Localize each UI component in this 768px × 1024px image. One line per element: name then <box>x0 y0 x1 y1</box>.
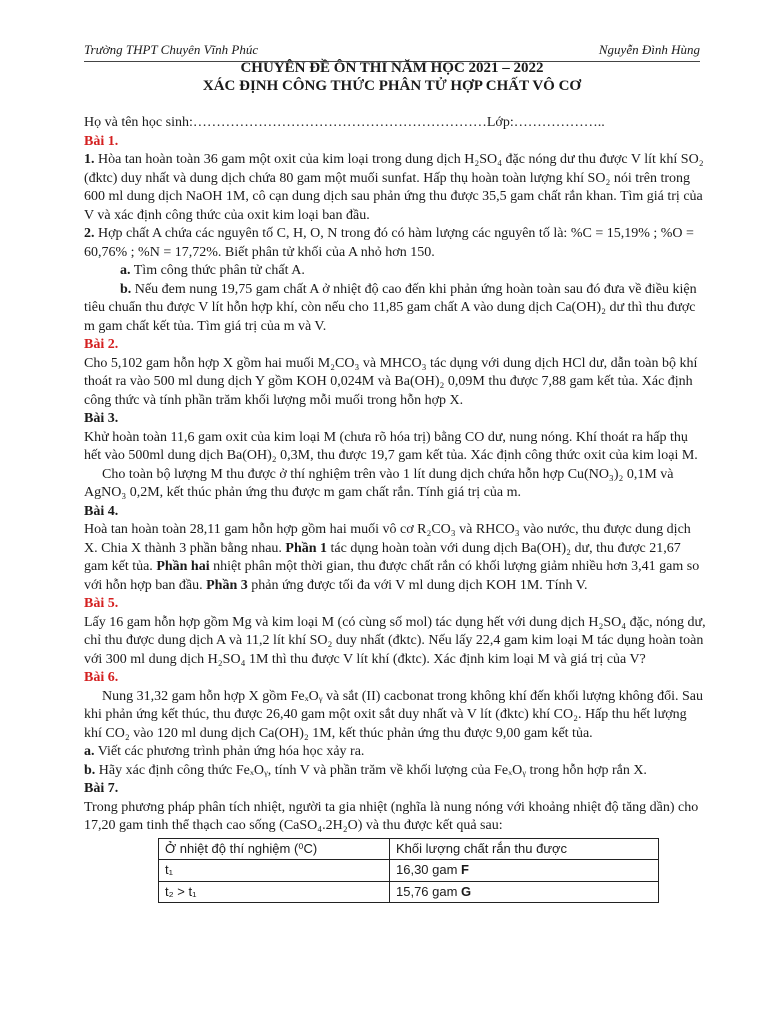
bai1-question-b <box>84 281 706 337</box>
table-header-row <box>159 838 659 860</box>
page-header <box>84 42 700 60</box>
bai1-part1 <box>84 151 706 225</box>
student-info-line: Họ và tên học sinh:………………………………………………………Lớp:……………….. <box>84 115 605 130</box>
results-table <box>158 838 659 904</box>
table-cell-temp: t₂ > t₁ <box>159 881 390 903</box>
bai1-part2-text: Hợp chất A chứa các nguyên tố C, H, O, N trong đó có hàm lượng các nguyên tố là: %C = 15,19% ; %O = 60,76% ; %N = 17,72%. Biết phân tử khối của A nhỏ hơn 150. <box>84 226 694 260</box>
table-header-mass: Khối lượng chất rắn thu được <box>390 838 659 860</box>
table-header-temp: Ở nhiệt độ thí nghiệm (⁰C) <box>159 838 390 860</box>
bai6-text: Nung 31,32 gam hỗn hợp X gồm FeₓOᵧ và sắt (II) cacbonat trong không khí đến khối lượng không đổi. Sau khi phản ứng kết thúc, thu được 26,40 gam một oxit sắt duy nhất và V lít (đktc) khí CO₂. Hấp thu hết lượng khí CO₂ vào 120 ml dung dịch Ca(OH)₂ 1M, kết thúc phản ứng thu được 9,00 gam kết tủa. <box>84 688 703 741</box>
bai6-b-label: b. <box>84 762 96 778</box>
table-row <box>159 881 659 903</box>
bai5-heading: Bài 5. <box>84 596 119 611</box>
bai6-a-text: Viết các phương trình phản ứng hóa học xảy ra. <box>94 744 365 759</box>
bai1-part2 <box>84 225 706 262</box>
bai1-heading: Bài 1. <box>84 133 119 149</box>
table-cell-mass <box>390 860 659 882</box>
bai6-a-label: a. <box>84 744 95 759</box>
bai4-heading: Bài 4. <box>84 503 119 519</box>
bai4-phan1: Phần 1 <box>285 540 328 556</box>
bai4-text-2: tác dụng hoàn toàn với dung dịch Ba(OH)₂ dư, thu được 21,67 gam kết tủa. <box>84 540 681 574</box>
table-row <box>159 860 659 882</box>
bai1-a-text: Tìm công thức phân tử chất A. <box>130 263 305 278</box>
document-body <box>84 114 706 903</box>
bai4-phan3: Phần 3 <box>206 577 248 593</box>
bai3-text-1: Khử hoàn toàn 11,6 gam oxit của kim loại M (chưa rõ hóa trị) bằng CO dư, nung nóng. Khí thoát ra hấp thụ hết vào 500ml dung dịch Ba(OH)₂ 0,3M, thu được 19,7 gam kết tủa. Xác định công thức oxit của kim loại M. <box>84 429 698 463</box>
bai1-b-label: b. <box>120 281 132 297</box>
bai1-part2-number: 2. <box>84 226 95 241</box>
bai6-question-b <box>84 762 706 781</box>
mass-value: 15,76 gam <box>396 883 462 899</box>
bai4-text-1: Hoà tan hoàn toàn 28,11 gam hỗn hợp gồm hai muối vô cơ R₂CO₃ và RHCO₃ vào nước, thu được dung dịch X. Chia X thành 3 phần bằng nhau. <box>84 522 691 556</box>
product-label: G <box>461 883 472 899</box>
bai6-question-a <box>84 743 706 762</box>
document-title: CHUYÊN ĐỀ ÔN THI NĂM HỌC 2021 – 2022 <box>240 60 544 76</box>
bai6-heading: Bài 6. <box>84 670 119 685</box>
bai1-question-a <box>84 262 706 281</box>
table-cell-temp: t₁ <box>159 860 390 882</box>
bai1-part1-text: Hòa tan hoàn toàn 36 gam một oxit của kim loại trong dung dịch H₂SO₄ đặc nóng dư thu được V lít khí SO₂ (đktc) duy nhất và dung dịch chứa 80 gam một muối sunfat. Hấp thụ hoàn toàn lượng khí SO₂ nói trên trong 600 ml dung dịch NaOH 1M, cô cạn dung dịch sau phản ứng thu được 35,5 gam chất rắn khan. Tìm giá trị của V và xác định công thức của oxit kim loại ban đầu. <box>84 152 704 223</box>
bai7-heading: Bài 7. <box>84 781 119 796</box>
bai3-heading: Bài 3. <box>84 411 119 426</box>
bai1-b-text: Nếu đem nung 19,75 gam chất A ở nhiệt độ cao đến khi phản ứng hoàn toàn sau đó đưa về điều kiện tiêu chuẩn thu được V lít hỗn hợp khí, còn nếu cho 11,85 gam chất A vào dung dịch Ca(OH)₂ dư thì thu được m gam chất kết tủa. Tìm giá trị của m và V. <box>84 281 697 334</box>
bai7-text: Trong phương pháp phân tích nhiệt, người ta gia nhiệt (nghĩa là nung nóng với khoảng nhiệt độ tăng dần) cho 17,20 gam tinh thể thạch cao sống (CaSO₄.2H₂O) và thu được kết quả sau: <box>84 799 699 833</box>
mass-value: 16,30 gam <box>396 862 462 877</box>
bai4-text-3: nhiệt phân một thời gian, thu được chất rắn có khối lượng giảm nhiều hơn 3,41 gam so với hỗn hợp ban đầu. <box>84 559 700 593</box>
bai1-a-label: a. <box>120 263 131 278</box>
bai2-heading: Bài 2. <box>84 337 119 352</box>
author-name: Nguyễn Đình Hùng <box>598 42 700 57</box>
product-label: F <box>461 862 469 877</box>
bai5-text: Lấy 16 gam hỗn hợp gồm Mg và kim loại M (có cùng số mol) tác dụng hết với dung dịch H₂SO₄ đặc, nóng dư, chỉ thu được dung dịch A và 11,2 lít khí SO₂ duy nhất (đktc). Nếu lấy 22,4 gam kim loại M tác dụng hoàn toàn với 300 ml dung dịch H₂SO₄ 1M thì thu được V lít khí (đktc). Xác định kim loại M và giá trị của V? <box>84 614 706 667</box>
bai4-text-4: phản ứng được tối đa với V ml dung dịch KOH 1M. Tính V. <box>247 577 588 593</box>
bai3-text-2: Cho toàn bộ lượng M thu được ở thí nghiệm trên vào 1 lít dung dịch chứa hỗn hợp Cu(NO₃)₂ 0,1M và AgNO₃ 0,2M, kết thúc phản ứng thu được m gam chất rắn. Tính giá trị của m. <box>84 466 674 500</box>
bai6-b-text: Hãy xác định công thức FeₓOᵧ, tính V và phần trăm về khối lượng của FeₓOᵧ trong hỗn hợp rắn X. <box>95 762 647 778</box>
document-subtitle: XÁC ĐỊNH CÔNG THỨC PHÂN TỬ HỢP CHẤT VÔ CƠ <box>202 78 582 94</box>
bai4-phan2: Phần hai <box>156 559 210 574</box>
bai2-text: Cho 5,102 gam hỗn hợp X gồm hai muối M₂CO₃ và MHCO₃ tác dụng với dung dịch HCl dư, dẫn toàn bộ khí thoát ra vào 500 ml dung dịch Y gồm KOH 0,024M và Ba(OH)₂ 0,09M thu được 7,88 gam kết tủa. Xác định công thức và tính phần trăm khối lượng mỗi muối trong hỗn hợp X. <box>84 355 698 408</box>
table-cell-mass <box>390 881 659 903</box>
bai4-text <box>84 521 706 595</box>
bai1-part1-number: 1. <box>84 152 95 167</box>
school-name: Trường THPT Chuyên Vĩnh Phúc <box>84 42 259 57</box>
